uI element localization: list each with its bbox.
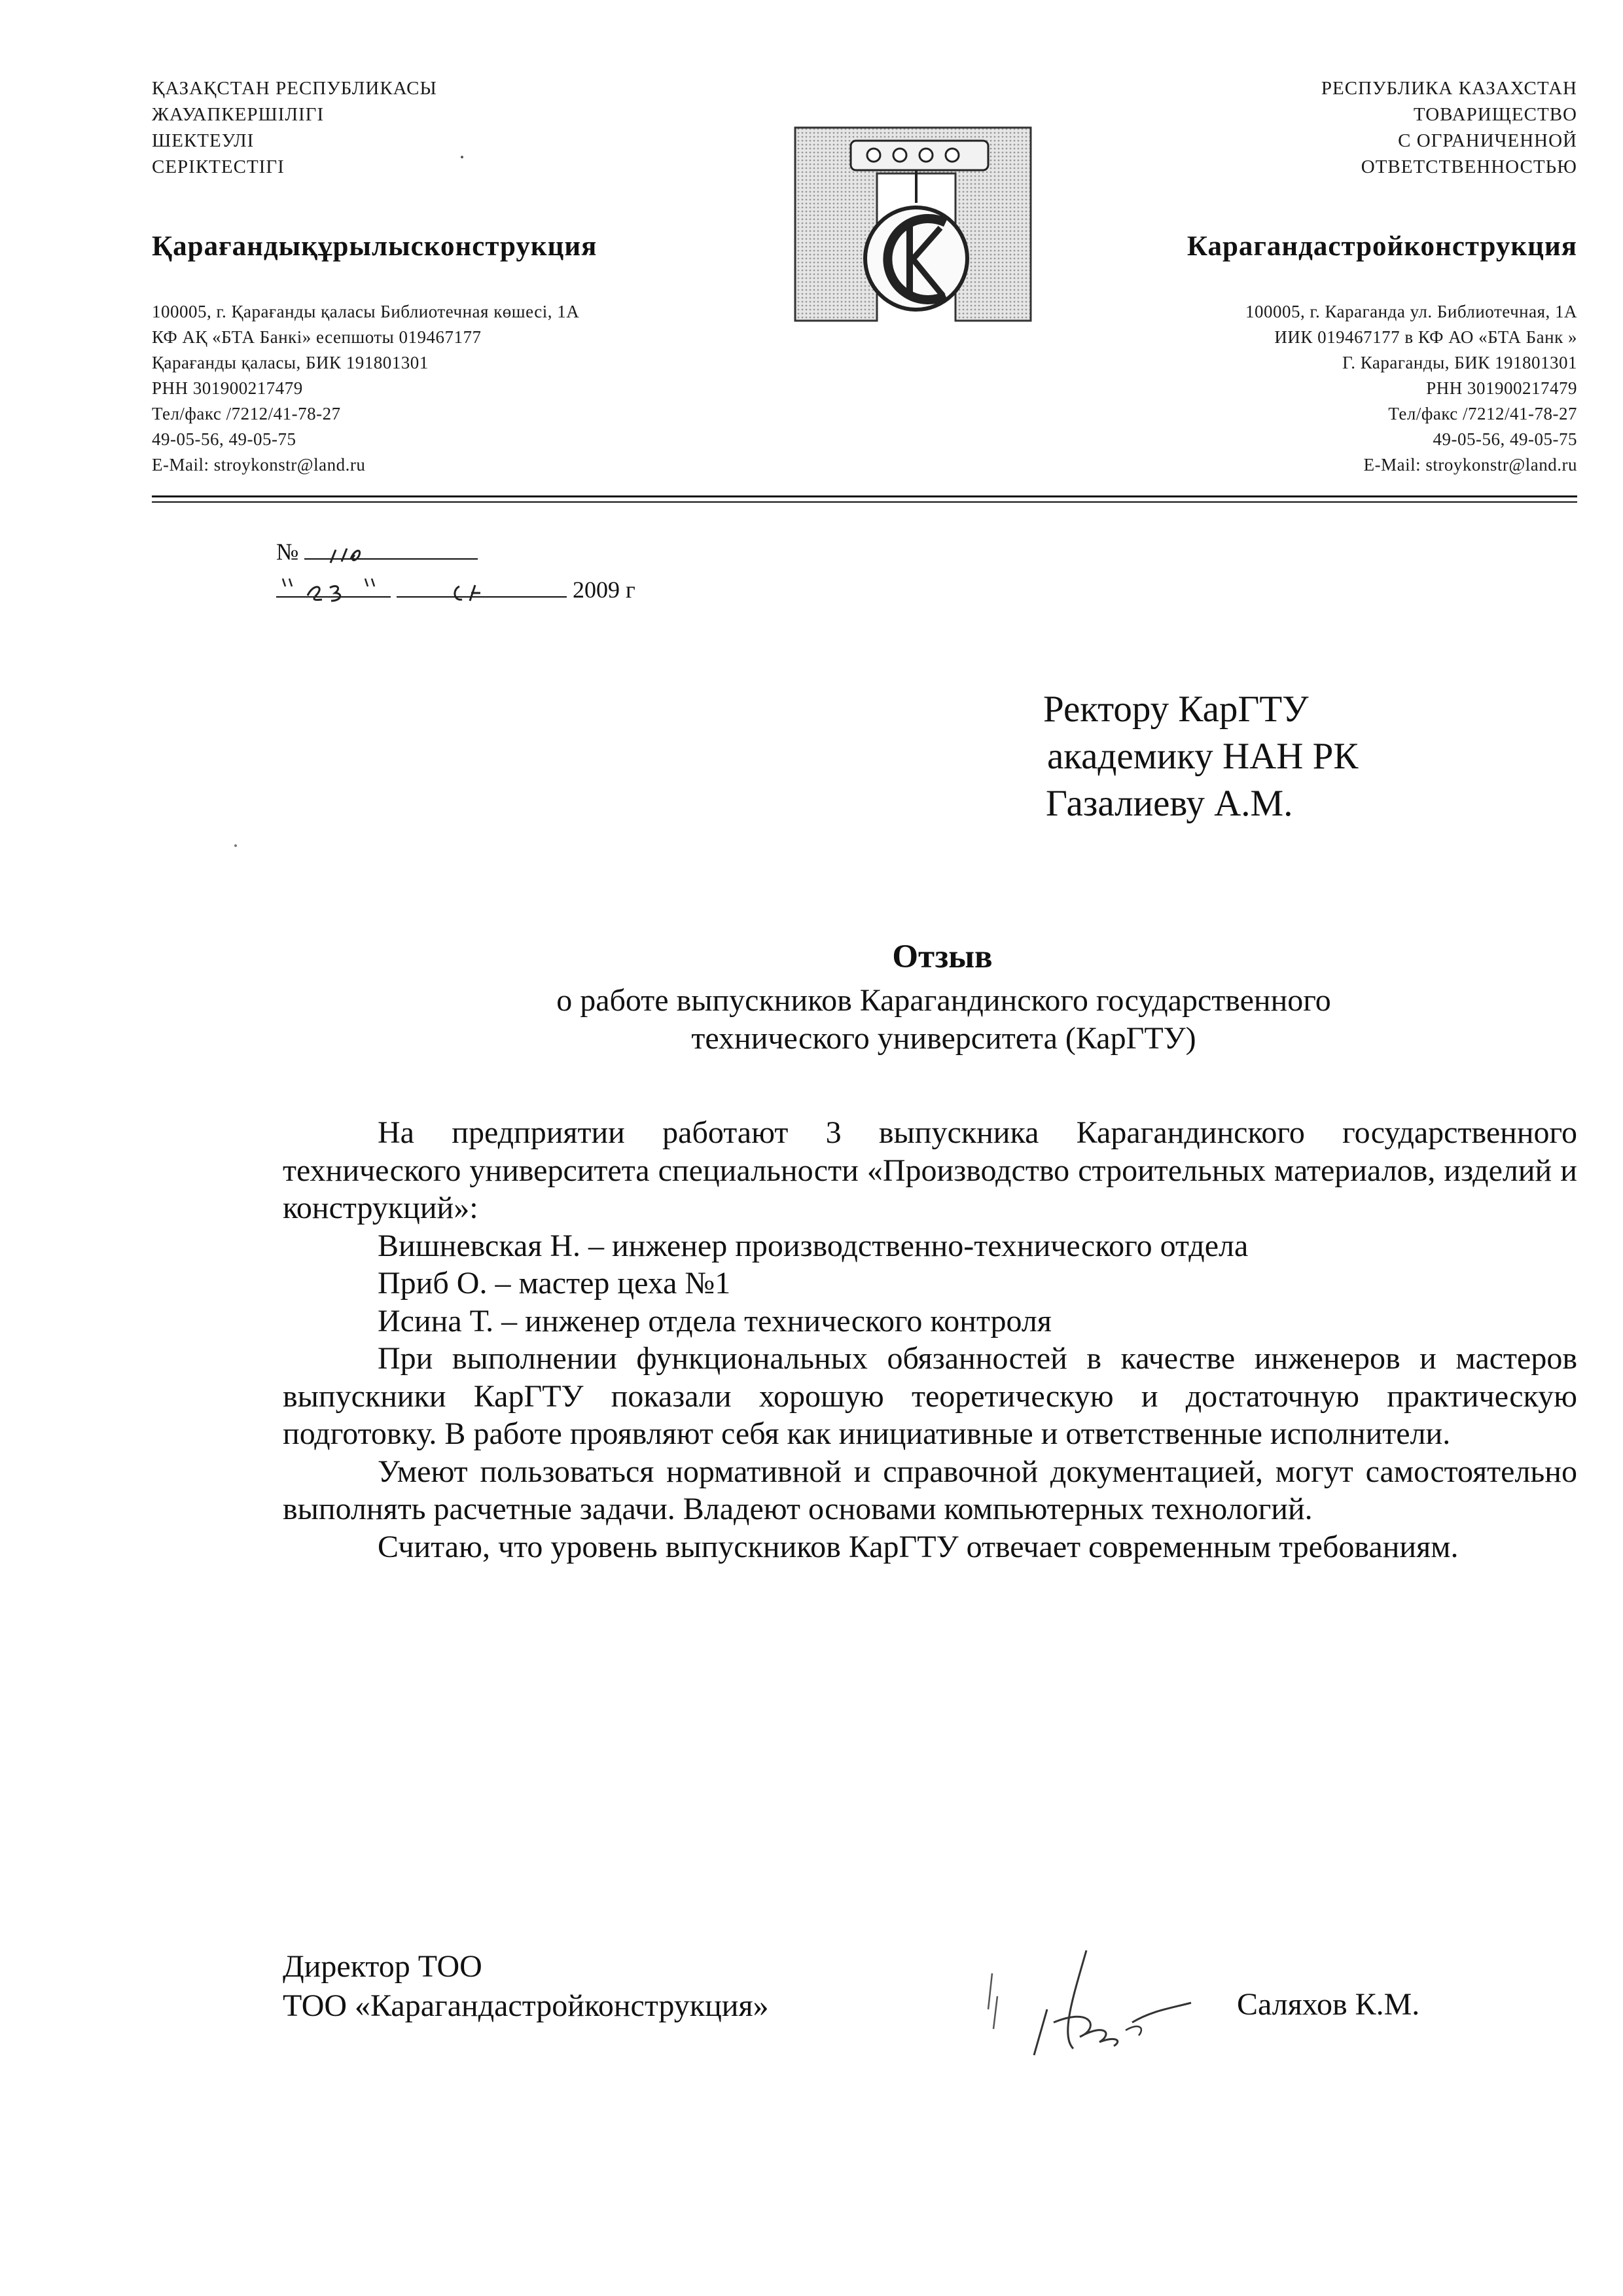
- graduate-list-item: Приб О. – мастер цеха №1: [378, 1266, 731, 1300]
- letterhead-divider: [152, 501, 1577, 503]
- document-number-label: №: [276, 539, 299, 565]
- body-paragraph: Считаю, что уровень выпускников КарГТУ отвечает современным требованиям.: [378, 1529, 1459, 1564]
- requisites-line: Тел/факс /7212/41-78-27: [1388, 404, 1577, 423]
- letterhead-divider: [152, 495, 1577, 497]
- body-paragraph: На предприятии работают 3 выпускника Карагандинского государственного технического университета специальности «Производство строительных материалов, изделий и конструкций»:: [283, 1115, 1577, 1225]
- requisites-right: [916, 299, 1577, 478]
- letterhead-right-line: ОТВЕТСТВЕННОСТЬЮ: [1361, 156, 1577, 177]
- document-title: Отзыв: [892, 939, 993, 975]
- signatory-name: Саляхов К.М.: [1237, 1987, 1420, 2022]
- subtitle-line: о работе выпускников Карагандинского государственного: [556, 983, 1331, 1018]
- letterhead-left-title: [152, 75, 741, 180]
- signatory-position-line: ТОО «Карагандастройконструкция»: [283, 1988, 769, 2023]
- requisites-line: КФ АҚ «БТА Банкі» есепшоты 019467177: [152, 327, 482, 347]
- requisites-line: Г. Караганды, БИК 191801301: [1342, 353, 1577, 372]
- company-name-russian: Карагандастройконструкция: [1186, 231, 1577, 262]
- addressee-line: Газалиеву А.М.: [1046, 783, 1293, 824]
- document-subtitle: [283, 982, 1605, 1058]
- addressee-line: Ректору КарГТУ: [1043, 689, 1309, 730]
- requisites-line: 49-05-56, 49-05-75: [1433, 429, 1577, 449]
- signatory-position-line: Директор ТОО: [283, 1949, 482, 1984]
- document-body: [283, 1114, 1577, 1566]
- letterhead-right-title: [982, 75, 1577, 180]
- requisites-line: 100005, г. Қарағанды қаласы Библиотечная көшесі, 1А: [152, 302, 580, 321]
- document-date-year: 2009 г: [573, 577, 635, 603]
- subtitle-line: технического университета (КарГТУ): [691, 1021, 1196, 1056]
- requisites-line: 49-05-56, 49-05-75: [152, 429, 296, 449]
- requisites-line: РНН 301900217479: [1426, 378, 1577, 398]
- addressee-block: [1043, 686, 1358, 827]
- signatory-position: [283, 1947, 769, 2026]
- letterhead-right-line: ТОВАРИЩЕСТВО: [1413, 104, 1577, 125]
- body-paragraph: Умеют пользоваться нормативной и справочной документацией, могут самостоятельно выполнять расчетные задачи. Владеют основами компьютерных технологий.: [283, 1454, 1577, 1526]
- requisites-line: ИИК 019467177 в КФ АО «БТА Банк »: [1274, 327, 1577, 347]
- graduate-list-item: Вишневская Н. – инженер производственно-технического отдела: [378, 1228, 1249, 1263]
- requisites-line: РНН 301900217479: [152, 378, 303, 398]
- company-logo: [789, 111, 1044, 327]
- letterhead-right-line: С ОГРАНИЧЕННОЙ: [1398, 130, 1577, 151]
- requisites-email: E-Mail: stroykonstr@land.ru: [152, 455, 366, 475]
- letterhead-right-line: РЕСПУБЛИКА КАЗАХСТАН: [1321, 78, 1577, 99]
- requisites-email: E-Mail: stroykonstr@land.ru: [1363, 455, 1577, 475]
- requisites-left: [152, 299, 806, 478]
- letterhead-left-line: СЕРІКТЕСТІГІ: [152, 156, 285, 177]
- handwritten-signature: [975, 1924, 1224, 2075]
- handwritten-reference-marks: [281, 538, 556, 610]
- body-paragraph: При выполнении функциональных обязанностей в качестве инженеров и мастеров выпускники КарГТУ показали хорошую теоретическую и достаточную практическую подготовку. В работе проявляют себя как инициативные и ответственные исполнители.: [283, 1341, 1577, 1451]
- graduate-list-item: Исина Т. – инженер отдела технического контроля: [378, 1303, 1052, 1338]
- requisites-line: 100005, г. Караганда ул. Библиотечная, 1А: [1245, 302, 1577, 321]
- company-name-kazakh: Қарағандықұрылысконструкция: [152, 231, 597, 262]
- letterhead-left-line: ШЕКТЕУЛІ: [152, 130, 255, 151]
- letterhead-left-line: ҚАЗАҚСТАН РЕСПУБЛИКАСЫ: [152, 78, 437, 99]
- requisites-line: Қарағанды қаласы, БИК 191801301: [152, 353, 429, 372]
- addressee-line: академику НАН РК: [1047, 736, 1359, 777]
- requisites-line: Тел/факс /7212/41-78-27: [152, 404, 341, 423]
- letterhead-left-line: ЖАУАПКЕРШІЛІГІ: [152, 104, 325, 125]
